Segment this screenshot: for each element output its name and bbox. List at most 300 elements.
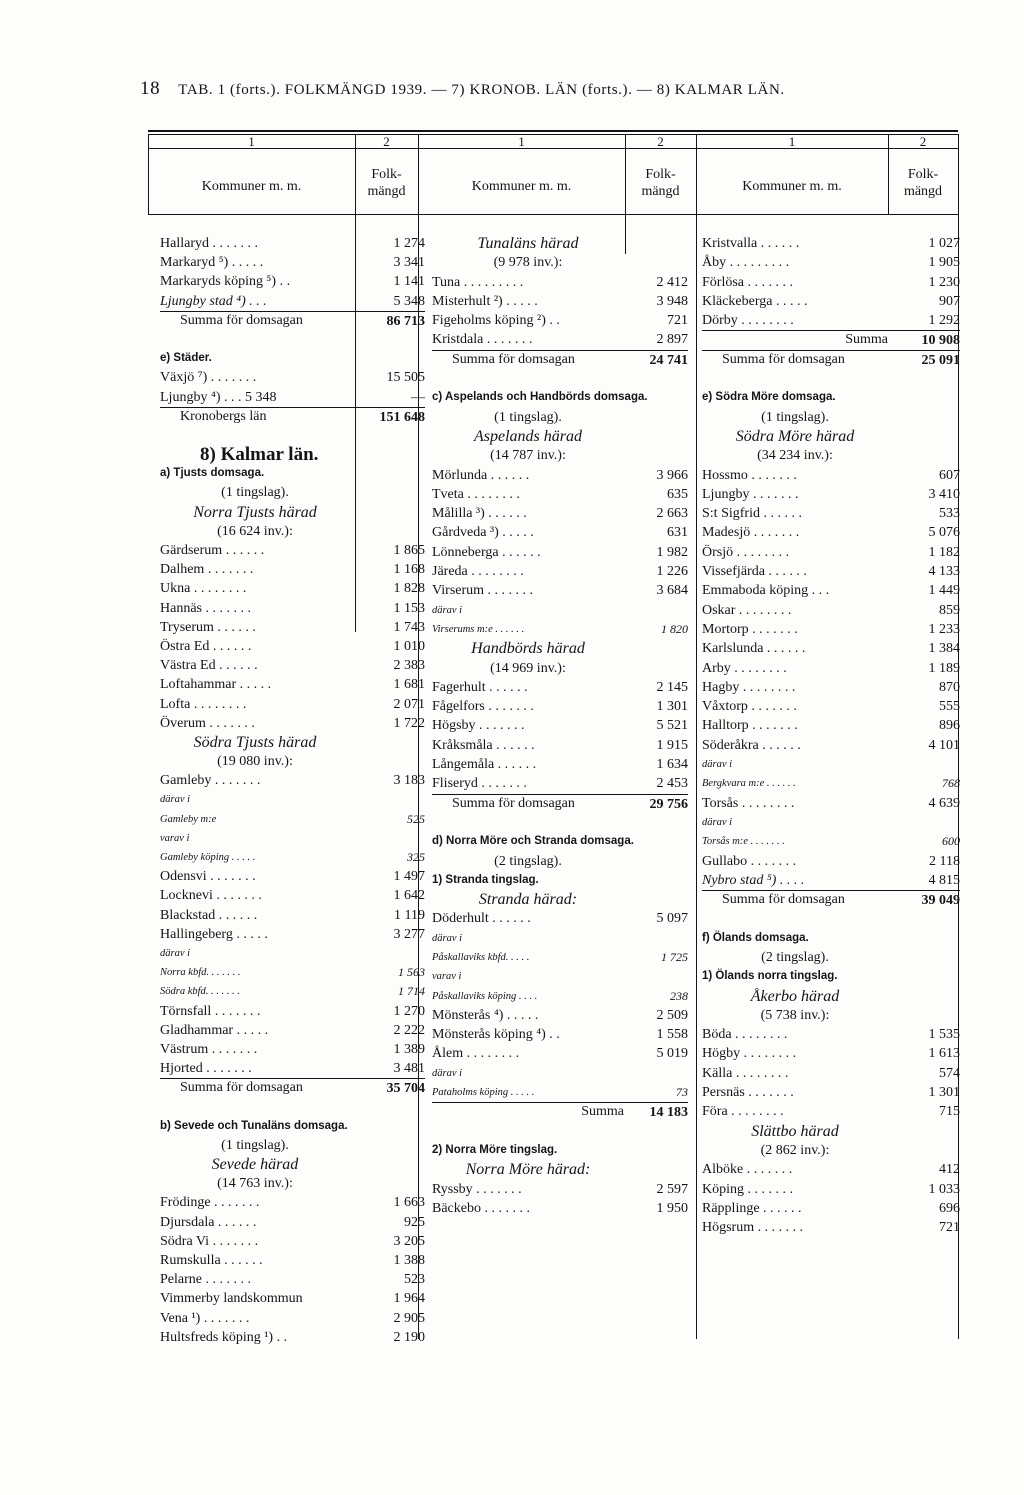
table-row (432, 523, 694, 542)
row-label: (16 624 inv.): (217, 523, 293, 539)
table-row (432, 871, 694, 890)
row-value: 2 190 (393, 1329, 425, 1345)
row-label: Böda . . . . . . . . (702, 1027, 788, 1043)
row-value: 412 (939, 1162, 960, 1178)
row-label: Mönsterås köping ⁴) . . (432, 1027, 560, 1043)
table-row (702, 350, 958, 369)
table-row (432, 1199, 694, 1218)
table-row (432, 369, 694, 388)
table-row (702, 1083, 958, 1102)
row-value: 2 905 (393, 1310, 425, 1326)
row-label: Bergkvara m:e . . . . . . (702, 778, 796, 790)
row-value: 25 091 (702, 350, 960, 370)
table-row (160, 272, 425, 291)
row-value: 1 168 (393, 562, 425, 578)
table-row (160, 560, 425, 579)
row-label: Södra kbfd. . . . . . . (160, 986, 240, 998)
page-header (140, 78, 970, 100)
row-label: Persnäs . . . . . . . (702, 1085, 794, 1101)
row-label: Bäckebo . . . . . . . (432, 1200, 530, 1216)
row-value: 1 141 (393, 274, 425, 290)
table-row (702, 659, 958, 678)
row-label: Föra . . . . . . . . (702, 1104, 784, 1120)
table-row (702, 292, 958, 311)
row-label: f) Ölands domsaga. (702, 931, 809, 944)
row-label: Fagerhult . . . . . . (432, 679, 528, 695)
row-value: 607 (939, 467, 960, 483)
table-row (702, 620, 958, 639)
table-row (702, 639, 958, 658)
table-row (160, 675, 425, 694)
header-kommuner-2: Kommuner m. m. (471, 179, 572, 194)
row-label: Odensvi . . . . . . . (160, 869, 256, 885)
row-value: 3 341 (393, 255, 425, 271)
row-value: 1 010 (393, 638, 425, 654)
row-value: 907 (939, 293, 960, 309)
row-label: Pelarne . . . . . . . (160, 1272, 251, 1288)
table-row (432, 736, 694, 755)
row-value: 1 613 (928, 1046, 960, 1062)
row-value: 73 (676, 1085, 688, 1100)
table-row (702, 581, 958, 600)
table-row (160, 944, 420, 963)
row-value: 15 505 (386, 370, 425, 386)
row-value: 870 (939, 679, 960, 695)
table-row (432, 581, 694, 600)
table-row (702, 832, 958, 851)
table-row (432, 234, 694, 253)
table-row (160, 579, 425, 598)
table-row (160, 407, 425, 426)
table-row (432, 832, 694, 851)
colnum-1b: 1 (518, 134, 525, 149)
row-label: Nybro stad ⁵) . . . . (702, 872, 805, 888)
row-label: Gamleby köping . . . . . (160, 852, 256, 863)
row-value: 1 449 (928, 583, 960, 599)
row-label: Högsrum . . . . . . . (702, 1220, 804, 1236)
table-row (432, 852, 694, 871)
row-label: (14 763 inv.): (217, 1176, 293, 1192)
row-label: e) Städer. (160, 352, 212, 365)
row-label: (14 787 inv.): (490, 448, 566, 464)
colnum-1c: 1 (788, 134, 796, 149)
row-label: 2) Norra Möre tingslag. (432, 1143, 558, 1156)
row-value: 2 071 (393, 696, 425, 712)
row-label: (19 080 inv.): (217, 754, 293, 770)
table-row (160, 1040, 425, 1059)
table-row (160, 368, 425, 387)
row-value: 555 (939, 699, 960, 715)
row-label: Kläckeberga . . . . . (702, 293, 808, 309)
row-label: Fågelfors . . . . . . . (432, 699, 534, 715)
table-row (702, 1102, 958, 1121)
table-row (432, 1025, 694, 1044)
row-label: Västra Ed . . . . . . (160, 658, 258, 674)
row-value: 523 (404, 1272, 425, 1288)
row-label: Söderåkra . . . . . . (702, 737, 801, 753)
row-value: 1 189 (928, 660, 960, 676)
row-value: 1 292 (928, 313, 960, 329)
row-label: Mönsterås ⁴) . . . . . (432, 1007, 539, 1023)
table-row (702, 716, 958, 735)
row-value: 1 535 (928, 1027, 960, 1043)
row-value: 2 453 (656, 776, 688, 792)
header-folkmangd-3: Folk- mängd (903, 167, 943, 199)
header-kommuner-1: Kommuner m. m. (201, 179, 302, 194)
table-row (702, 446, 958, 465)
row-label: Hultsfreds köping ¹) . . (160, 1329, 288, 1345)
row-label: Målilla ³) . . . . . . (432, 506, 527, 522)
row-label: Summa för domsagan (180, 312, 303, 328)
table-row (702, 697, 958, 716)
table-row (160, 464, 420, 483)
row-label: Summa för domsagan (452, 351, 575, 367)
table-row (432, 350, 694, 369)
row-label: d) Norra Möre och Stranda domsaga. (432, 835, 634, 848)
row-label: (1 tingslag). (494, 409, 562, 425)
row-label: Köping . . . . . . . (702, 1181, 793, 1197)
table-row (160, 1193, 425, 1212)
row-label: Räpplinge . . . . . . (702, 1200, 802, 1216)
row-label: Fliseryd . . . . . . . (432, 776, 527, 792)
colnum-2c: 2 (919, 134, 927, 149)
table-row (160, 1251, 425, 1270)
table-row (702, 871, 958, 890)
row-value: 10 908 (702, 330, 960, 350)
table-row (432, 1160, 694, 1179)
row-value: 1 153 (393, 600, 425, 616)
table-row (160, 733, 420, 752)
row-value: 5 521 (656, 718, 688, 734)
table-row (160, 982, 425, 1001)
table-row (432, 408, 694, 427)
table-row (432, 948, 694, 967)
row-label: Torsås m:e . . . . . . . (702, 836, 785, 848)
row-label: Frödinge . . . . . . . (160, 1195, 260, 1211)
row-label: Högby . . . . . . . . (702, 1046, 797, 1062)
row-label: Madesjö . . . . . . . (702, 525, 800, 541)
row-label: Markaryds köping ⁵) . . (160, 274, 291, 290)
row-value: 721 (939, 1220, 960, 1236)
table-row (702, 678, 958, 697)
table-row (432, 273, 694, 292)
row-value: 1 226 (656, 564, 688, 580)
row-label: Södra Tjusts härad (193, 733, 317, 751)
row-label: Högsby . . . . . . . (432, 718, 525, 734)
colnum-2b: 2 (657, 134, 664, 149)
table-row (432, 794, 694, 813)
table-row (160, 541, 425, 560)
table-row (702, 813, 958, 832)
row-value: 1 982 (656, 544, 688, 560)
table-row (160, 503, 420, 522)
table-row (160, 330, 420, 349)
table-row (160, 1270, 425, 1289)
row-value: 1 642 (393, 888, 425, 904)
row-value: 1 384 (928, 641, 960, 657)
column-kalmar-middle (432, 234, 694, 1218)
row-value: 39 049 (702, 890, 960, 910)
row-value: 2 897 (656, 332, 688, 348)
row-value: 925 (404, 1214, 425, 1230)
table-row (160, 1059, 425, 1078)
row-label: därav i (160, 947, 191, 959)
row-label: Summa för domsagan (722, 351, 845, 367)
row-value: 3 481 (393, 1061, 425, 1077)
row-label: 1) Stranda tingslag. (432, 873, 539, 886)
row-label: Blackstad . . . . . . (160, 907, 258, 923)
table-row (160, 810, 425, 829)
table-row (702, 1160, 958, 1179)
table-row (432, 466, 694, 485)
row-value: 1 714 (398, 984, 425, 999)
row-value: 2 383 (393, 658, 425, 674)
row-label: (5 738 inv.): (760, 1007, 830, 1023)
row-value: 3 205 (393, 1233, 425, 1249)
row-value: 1 681 (393, 677, 425, 693)
row-label: Tunaläns härad (477, 235, 579, 252)
table-row (432, 1141, 694, 1160)
header-folkmangd-2: Folk- mängd (641, 167, 680, 199)
table-row (432, 678, 694, 697)
row-value: 1 820 (661, 621, 688, 636)
table-row (702, 234, 958, 253)
table-row (432, 1083, 694, 1102)
table-row (432, 388, 694, 407)
table-row (160, 637, 425, 656)
table-row (432, 890, 694, 909)
row-value: 696 (939, 1200, 960, 1216)
colnum-2a: 2 (383, 134, 390, 149)
table-row (160, 886, 425, 905)
row-label: Södra Möre härad (735, 427, 855, 445)
row-label: Norra Tjusts härad (193, 503, 317, 521)
row-value: 1 233 (928, 621, 960, 637)
row-value: 4 133 (928, 564, 960, 580)
table-row (702, 1064, 958, 1083)
table-row (702, 543, 958, 562)
row-value: 1 563 (398, 965, 425, 980)
table-row (432, 697, 694, 716)
row-label: Mörlunda . . . . . . (432, 467, 530, 483)
table-row (160, 1117, 420, 1136)
table-row (432, 504, 694, 523)
table-row (702, 253, 958, 272)
row-label: varav i (160, 832, 190, 844)
row-value: 5 076 (928, 525, 960, 541)
row-value: 2 663 (656, 506, 688, 522)
row-label: Lofta . . . . . . . . (160, 696, 247, 712)
row-label: Tveta . . . . . . . . (432, 486, 520, 502)
row-value: 1 905 (928, 255, 960, 271)
table-row (160, 522, 420, 541)
row-value: 5 097 (656, 911, 688, 927)
row-value: 1 270 (393, 1003, 425, 1019)
row-value: 1 033 (928, 1181, 960, 1197)
row-label: Figeholms köping ²) . . (432, 313, 560, 329)
row-label: Vissefjärda . . . . . . (702, 564, 807, 580)
row-value: 1 274 (393, 236, 425, 251)
table-row (432, 485, 694, 504)
row-label: Pataholms köping . . . . . (432, 1087, 535, 1099)
table-row (702, 852, 958, 871)
row-value: 1 722 (393, 715, 425, 731)
row-label: Östra Ed . . . . . . (160, 638, 252, 654)
row-value: 859 (939, 602, 960, 618)
row-value: 238 (670, 988, 688, 1003)
row-label: därav i (432, 1067, 463, 1079)
row-label: Kristdala . . . . . . . (432, 332, 533, 348)
table-row (702, 523, 958, 542)
row-value: 14 183 (432, 1102, 688, 1122)
row-label: Åkerbo härad (750, 987, 840, 1005)
table-row (702, 755, 958, 774)
row-label: Norra kbfd. . . . . . . (160, 967, 241, 979)
row-label: Döderhult . . . . . . (432, 911, 531, 927)
row-label: (1 tingslag). (221, 1137, 289, 1153)
table-row (432, 755, 694, 774)
row-value: 1 743 (393, 619, 425, 635)
row-value: 715 (939, 1104, 960, 1120)
table-row (160, 292, 425, 311)
table-row (160, 867, 425, 886)
row-value: 1 725 (661, 949, 688, 964)
row-value: 4 101 (928, 737, 960, 753)
table-row (160, 714, 425, 733)
row-value: 2 118 (929, 853, 960, 869)
column-header-rule (148, 214, 958, 215)
row-label: Åby . . . . . . . . . (702, 255, 790, 271)
table-row (160, 790, 420, 809)
row-label: Ljungby . . . . . . . (702, 486, 799, 502)
page-number: 18 (140, 78, 161, 99)
table-row (160, 1136, 420, 1155)
row-value: 896 (939, 718, 960, 734)
table-row (160, 829, 420, 848)
row-value: 3 183 (393, 773, 425, 789)
table-row (432, 639, 694, 658)
table-row (702, 601, 958, 620)
row-label: Hallingeberg . . . . . (160, 926, 268, 942)
table-row (702, 1141, 958, 1160)
row-label: Summa för domsagan (180, 1080, 303, 1096)
row-value: 1 389 (393, 1041, 425, 1057)
row-value: 1 828 (393, 581, 425, 597)
table-row (160, 1155, 420, 1174)
row-label: (9 978 inv.): (493, 255, 563, 271)
row-value: 325 (407, 850, 425, 864)
row-label: Misterhult ²) . . . . . (432, 293, 538, 309)
row-label: Summa (581, 1104, 624, 1120)
row-label: Sevede härad (211, 1156, 299, 1173)
row-label: Virserum . . . . . . . (432, 583, 534, 599)
row-label: Hallaryd . . . . . . . (160, 236, 258, 251)
row-label: Tuna . . . . . . . . . (432, 274, 524, 290)
column-kalmar-right (702, 234, 958, 1237)
row-value: 635 (667, 486, 688, 502)
row-value: 35 704 (160, 1078, 425, 1098)
table-row (432, 620, 694, 639)
table-row (702, 774, 958, 793)
row-label: Summa för domsagan (722, 892, 845, 908)
table-row (160, 426, 420, 445)
table-row (702, 1025, 958, 1044)
row-value: 5 019 (656, 1046, 688, 1062)
row-label: (2 862 inv.): (760, 1142, 830, 1158)
table-row (702, 1122, 958, 1141)
table-row (160, 1097, 420, 1116)
row-label: därav i (702, 816, 733, 828)
row-label: Ljungby ⁴) . . . 5 348 (160, 389, 277, 405)
row-label: Påskallaviks kbfd. . . . . (432, 951, 530, 963)
row-value: 533 (939, 506, 960, 522)
row-label: Hossmo . . . . . . . (702, 467, 797, 483)
row-label: a) Tjusts domsaga. (160, 467, 265, 480)
row-value: 3 410 (928, 486, 960, 502)
row-label: Oskar . . . . . . . . (702, 602, 792, 618)
row-label: Karlslunda . . . . . . (702, 641, 806, 657)
row-label: Arby . . . . . . . . (702, 660, 787, 676)
row-value: 2 145 (656, 679, 688, 695)
table-row (160, 599, 425, 618)
row-value: 1 027 (928, 236, 960, 251)
row-label: Källa . . . . . . . . (702, 1065, 789, 1081)
row-label: Handbörds härad (471, 640, 585, 658)
table-row (702, 1044, 958, 1063)
table-row (432, 253, 694, 272)
row-value: 3 277 (393, 926, 425, 942)
row-label: (1 tingslag). (761, 409, 829, 425)
row-value: 1 558 (656, 1027, 688, 1043)
row-label: 8) Kalmar län. (200, 444, 319, 466)
table-row (702, 929, 958, 948)
row-value: 1 497 (393, 869, 425, 885)
row-label: Förlösa . . . . . . . (702, 274, 793, 290)
row-label: Dörby . . . . . . . . (702, 313, 794, 329)
row-label: (34 234 inv.): (757, 448, 833, 464)
table-row (432, 1064, 694, 1083)
table-row (702, 1006, 958, 1025)
table-row (432, 446, 694, 465)
header-folkmangd-1: Folk- mängd (367, 167, 406, 199)
column-kronoberg-kalmar (160, 234, 425, 1347)
top-rule (148, 130, 958, 132)
row-label: Alböke . . . . . . . (702, 1162, 793, 1178)
row-label: Hjorted . . . . . . . (160, 1061, 252, 1077)
row-value: 151 648 (160, 407, 425, 427)
table-row (702, 273, 958, 292)
row-value: 2 222 (393, 1022, 425, 1038)
row-label: Summa (845, 332, 888, 348)
row-label: Aspelands härad (474, 427, 582, 445)
table-row (160, 752, 420, 771)
table-row (702, 311, 958, 330)
row-label: Slättbo härad (751, 1122, 839, 1140)
row-label: Emmaboda köping . . . (702, 583, 830, 599)
row-value: 631 (667, 525, 688, 541)
row-value: 600 (942, 834, 960, 849)
row-label: Norra Möre härad: (465, 1161, 591, 1179)
table-row (432, 543, 694, 562)
table-row (702, 388, 958, 407)
row-label: Gullabo . . . . . . . (702, 853, 797, 869)
table-row (160, 695, 425, 714)
table-row (432, 427, 694, 446)
table-row (432, 1044, 694, 1063)
row-label: därav i (432, 604, 463, 616)
row-label: Lönneberga . . . . . . (432, 544, 541, 560)
table-row (160, 1309, 425, 1328)
